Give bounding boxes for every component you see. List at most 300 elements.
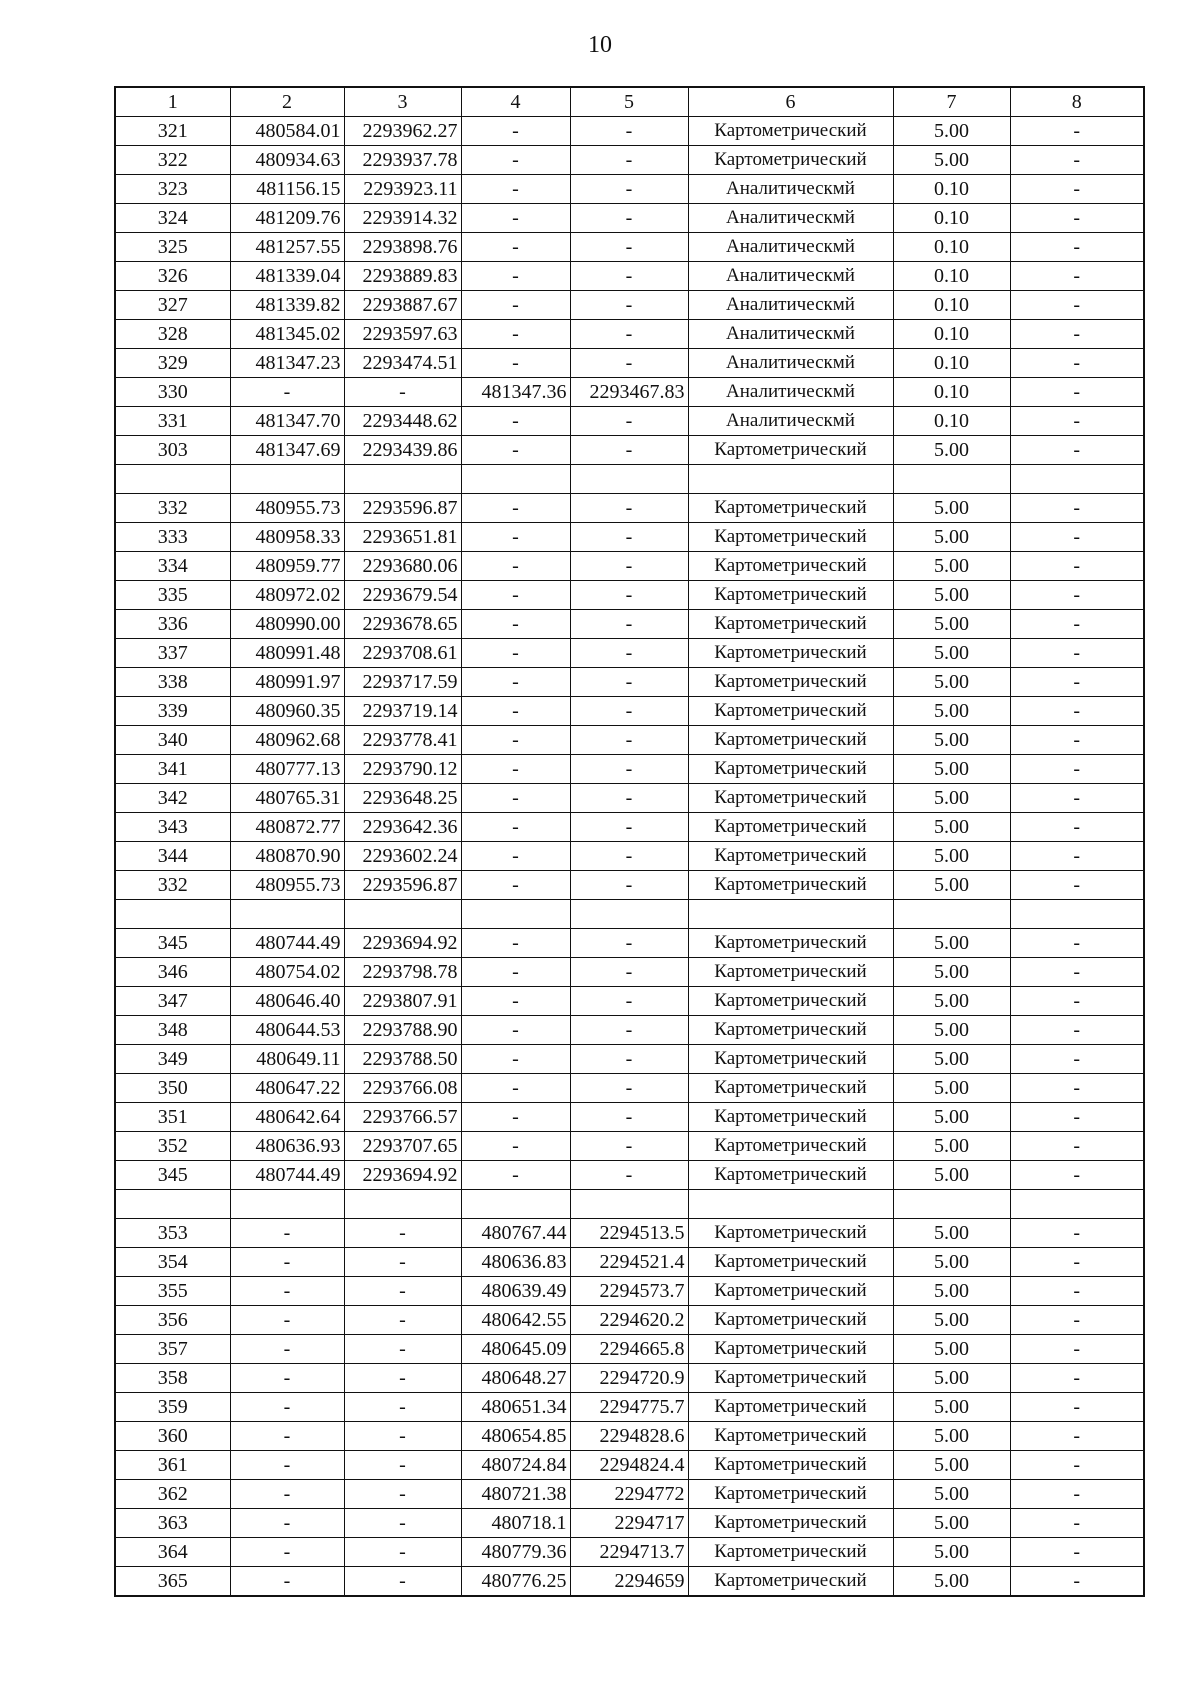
x-existing-cell: 480642.64 bbox=[230, 1103, 344, 1132]
y-existing-cell: 2293887.67 bbox=[344, 291, 461, 320]
accuracy-cell: 5.00 bbox=[893, 871, 1010, 900]
y-existing-cell: 2293648.25 bbox=[344, 784, 461, 813]
point-number-cell: 333 bbox=[115, 523, 230, 552]
x-new-cell: - bbox=[461, 320, 570, 349]
note-cell: - bbox=[1010, 842, 1144, 871]
y-existing-cell: 2293694.92 bbox=[344, 1161, 461, 1190]
method-cell: Картометрический bbox=[688, 958, 893, 987]
x-existing-cell: 480584.01 bbox=[230, 117, 344, 146]
y-existing-cell: 2293788.50 bbox=[344, 1045, 461, 1074]
table-row bbox=[115, 1393, 1144, 1422]
point-number-cell: 327 bbox=[115, 291, 230, 320]
accuracy-cell: 0.10 bbox=[893, 175, 1010, 204]
method-cell: Аналитическмй bbox=[688, 204, 893, 233]
point-number-cell: 365 bbox=[115, 1567, 230, 1597]
x-new-cell: - bbox=[461, 146, 570, 175]
method-cell: Аналитическмй bbox=[688, 407, 893, 436]
x-new-cell: - bbox=[461, 581, 570, 610]
note-cell: - bbox=[1010, 668, 1144, 697]
x-new-cell: - bbox=[461, 494, 570, 523]
y-existing-cell: 2293680.06 bbox=[344, 552, 461, 581]
y-new-cell: - bbox=[570, 146, 688, 175]
y-new-cell: 2294659 bbox=[570, 1567, 688, 1597]
method-cell bbox=[688, 900, 893, 929]
x-existing-cell: 481347.23 bbox=[230, 349, 344, 378]
note-cell: - bbox=[1010, 1074, 1144, 1103]
method-cell: Картометрический bbox=[688, 1016, 893, 1045]
x-new-cell: - bbox=[461, 784, 570, 813]
x-existing-cell: 481339.04 bbox=[230, 262, 344, 291]
point-number-cell: 321 bbox=[115, 117, 230, 146]
y-existing-cell: 2293914.32 bbox=[344, 204, 461, 233]
note-cell: - bbox=[1010, 175, 1144, 204]
x-new-cell bbox=[461, 900, 570, 929]
point-number-cell: 345 bbox=[115, 1161, 230, 1190]
point-number-cell: 331 bbox=[115, 407, 230, 436]
note-cell: - bbox=[1010, 320, 1144, 349]
table-row bbox=[115, 1016, 1144, 1045]
x-existing-cell: 480765.31 bbox=[230, 784, 344, 813]
method-cell: Картометрический bbox=[688, 813, 893, 842]
x-existing-cell: 480958.33 bbox=[230, 523, 344, 552]
method-cell: Картометрический bbox=[688, 1509, 893, 1538]
table-row bbox=[115, 581, 1144, 610]
note-cell: - bbox=[1010, 1567, 1144, 1597]
method-cell: Картометрический bbox=[688, 1277, 893, 1306]
accuracy-cell: 5.00 bbox=[893, 1538, 1010, 1567]
x-new-cell: - bbox=[461, 349, 570, 378]
y-new-cell: - bbox=[570, 320, 688, 349]
accuracy-cell: 5.00 bbox=[893, 1306, 1010, 1335]
table-row bbox=[115, 1132, 1144, 1161]
y-existing-cell: 2293708.61 bbox=[344, 639, 461, 668]
point-number-cell: 324 bbox=[115, 204, 230, 233]
table-row bbox=[115, 1567, 1144, 1597]
note-cell: - bbox=[1010, 1480, 1144, 1509]
method-cell: Картометрический bbox=[688, 1538, 893, 1567]
note-cell: - bbox=[1010, 1451, 1144, 1480]
accuracy-cell: 5.00 bbox=[893, 1161, 1010, 1190]
point-number-cell: 334 bbox=[115, 552, 230, 581]
x-existing-cell: 480991.48 bbox=[230, 639, 344, 668]
x-existing-cell: 480990.00 bbox=[230, 610, 344, 639]
y-new-cell: - bbox=[570, 726, 688, 755]
x-existing-cell bbox=[230, 900, 344, 929]
x-existing-cell: 480962.68 bbox=[230, 726, 344, 755]
x-existing-cell: 481345.02 bbox=[230, 320, 344, 349]
table-row bbox=[115, 726, 1144, 755]
table-row bbox=[115, 842, 1144, 871]
x-new-cell: 480645.09 bbox=[461, 1335, 570, 1364]
y-new-cell: - bbox=[570, 639, 688, 668]
note-cell: - bbox=[1010, 378, 1144, 407]
table-row bbox=[115, 378, 1144, 407]
y-new-cell: - bbox=[570, 436, 688, 465]
x-existing-cell: 480959.77 bbox=[230, 552, 344, 581]
accuracy-cell: 5.00 bbox=[893, 494, 1010, 523]
y-new-cell: 2294720.9 bbox=[570, 1364, 688, 1393]
x-existing-cell: 480972.02 bbox=[230, 581, 344, 610]
x-new-cell: 480639.49 bbox=[461, 1277, 570, 1306]
table-row bbox=[115, 1538, 1144, 1567]
method-cell: Картометрический bbox=[688, 552, 893, 581]
column-header-6: 6 bbox=[688, 87, 893, 117]
method-cell: Картометрический bbox=[688, 117, 893, 146]
x-existing-cell: - bbox=[230, 1306, 344, 1335]
x-existing-cell: 480754.02 bbox=[230, 958, 344, 987]
note-cell: - bbox=[1010, 726, 1144, 755]
x-existing-cell: - bbox=[230, 1509, 344, 1538]
table-row bbox=[115, 349, 1144, 378]
y-existing-cell: 2293474.51 bbox=[344, 349, 461, 378]
y-existing-cell: 2293448.62 bbox=[344, 407, 461, 436]
note-cell: - bbox=[1010, 697, 1144, 726]
accuracy-cell: 0.10 bbox=[893, 320, 1010, 349]
accuracy-cell: 5.00 bbox=[893, 1103, 1010, 1132]
point-number-cell: 329 bbox=[115, 349, 230, 378]
accuracy-cell: 5.00 bbox=[893, 1248, 1010, 1277]
method-cell: Картометрический bbox=[688, 1364, 893, 1393]
point-number-cell: 353 bbox=[115, 1219, 230, 1248]
accuracy-cell: 5.00 bbox=[893, 1045, 1010, 1074]
y-new-cell: - bbox=[570, 958, 688, 987]
note-cell: - bbox=[1010, 987, 1144, 1016]
x-new-cell: - bbox=[461, 262, 570, 291]
x-new-cell: - bbox=[461, 755, 570, 784]
y-existing-cell: 2293719.14 bbox=[344, 697, 461, 726]
y-new-cell: - bbox=[570, 755, 688, 784]
method-cell: Картометрический bbox=[688, 755, 893, 784]
y-existing-cell bbox=[344, 1190, 461, 1219]
x-existing-cell: - bbox=[230, 1277, 344, 1306]
accuracy-cell: 0.10 bbox=[893, 233, 1010, 262]
y-new-cell: - bbox=[570, 871, 688, 900]
table-row bbox=[115, 494, 1144, 523]
y-new-cell: 2294521.4 bbox=[570, 1248, 688, 1277]
method-cell: Картометрический bbox=[688, 523, 893, 552]
y-new-cell bbox=[570, 900, 688, 929]
point-number-cell: 354 bbox=[115, 1248, 230, 1277]
x-existing-cell: 481339.82 bbox=[230, 291, 344, 320]
note-cell: - bbox=[1010, 1538, 1144, 1567]
x-existing-cell: - bbox=[230, 1248, 344, 1277]
note-cell: - bbox=[1010, 1132, 1144, 1161]
accuracy-cell: 5.00 bbox=[893, 1074, 1010, 1103]
point-number-cell: 303 bbox=[115, 436, 230, 465]
table-row bbox=[115, 1103, 1144, 1132]
table-header bbox=[115, 87, 1144, 117]
table-row bbox=[115, 175, 1144, 204]
x-new-cell bbox=[461, 1190, 570, 1219]
accuracy-cell bbox=[893, 1190, 1010, 1219]
x-new-cell: - bbox=[461, 871, 570, 900]
point-number-cell: 322 bbox=[115, 146, 230, 175]
method-cell: Картометрический bbox=[688, 1045, 893, 1074]
note-cell: - bbox=[1010, 1045, 1144, 1074]
y-new-cell: - bbox=[570, 1103, 688, 1132]
y-new-cell bbox=[570, 1190, 688, 1219]
table-row bbox=[115, 552, 1144, 581]
y-existing-cell: 2293651.81 bbox=[344, 523, 461, 552]
y-existing-cell: 2293717.59 bbox=[344, 668, 461, 697]
table-row bbox=[115, 407, 1144, 436]
table-row bbox=[115, 958, 1144, 987]
table-row bbox=[115, 871, 1144, 900]
method-cell: Картометрический bbox=[688, 1161, 893, 1190]
x-new-cell: - bbox=[461, 958, 570, 987]
accuracy-cell: 5.00 bbox=[893, 117, 1010, 146]
y-existing-cell: 2293642.36 bbox=[344, 813, 461, 842]
method-cell: Картометрический bbox=[688, 1306, 893, 1335]
x-new-cell: 480718.1 bbox=[461, 1509, 570, 1538]
y-new-cell: - bbox=[570, 204, 688, 233]
y-existing-cell: 2293937.78 bbox=[344, 146, 461, 175]
table-row bbox=[115, 1045, 1144, 1074]
table-row bbox=[115, 668, 1144, 697]
x-new-cell: - bbox=[461, 668, 570, 697]
y-existing-cell: - bbox=[344, 1335, 461, 1364]
y-existing-cell: - bbox=[344, 1364, 461, 1393]
x-new-cell: - bbox=[461, 1045, 570, 1074]
y-existing-cell: 2293679.54 bbox=[344, 581, 461, 610]
y-existing-cell: - bbox=[344, 1422, 461, 1451]
method-cell: Аналитическмй bbox=[688, 233, 893, 262]
point-number-cell: 355 bbox=[115, 1277, 230, 1306]
y-new-cell: - bbox=[570, 1074, 688, 1103]
x-new-cell: - bbox=[461, 204, 570, 233]
y-new-cell bbox=[570, 465, 688, 494]
y-existing-cell: 2293766.57 bbox=[344, 1103, 461, 1132]
table-row bbox=[115, 320, 1144, 349]
y-new-cell: 2294620.2 bbox=[570, 1306, 688, 1335]
note-cell: - bbox=[1010, 1422, 1144, 1451]
note-cell: - bbox=[1010, 552, 1144, 581]
x-existing-cell: 480744.49 bbox=[230, 929, 344, 958]
x-existing-cell: 480872.77 bbox=[230, 813, 344, 842]
note-cell: - bbox=[1010, 784, 1144, 813]
y-new-cell: 2294772 bbox=[570, 1480, 688, 1509]
accuracy-cell: 5.00 bbox=[893, 668, 1010, 697]
note-cell: - bbox=[1010, 1219, 1144, 1248]
table-row bbox=[115, 1335, 1144, 1364]
accuracy-cell: 0.10 bbox=[893, 407, 1010, 436]
y-new-cell: 2294828.6 bbox=[570, 1422, 688, 1451]
x-new-cell: 480724.84 bbox=[461, 1451, 570, 1480]
x-new-cell: - bbox=[461, 813, 570, 842]
point-number-cell: 351 bbox=[115, 1103, 230, 1132]
point-number-cell: 343 bbox=[115, 813, 230, 842]
accuracy-cell: 5.00 bbox=[893, 1277, 1010, 1306]
x-existing-cell: - bbox=[230, 1538, 344, 1567]
method-cell: Аналитическмй bbox=[688, 262, 893, 291]
note-cell: - bbox=[1010, 755, 1144, 784]
x-existing-cell: 481347.70 bbox=[230, 407, 344, 436]
accuracy-cell: 5.00 bbox=[893, 697, 1010, 726]
point-number-cell: 328 bbox=[115, 320, 230, 349]
y-existing-cell: 2293788.90 bbox=[344, 1016, 461, 1045]
x-new-cell: - bbox=[461, 436, 570, 465]
y-new-cell: - bbox=[570, 552, 688, 581]
accuracy-cell: 5.00 bbox=[893, 1132, 1010, 1161]
point-number-cell: 342 bbox=[115, 784, 230, 813]
point-number-cell: 360 bbox=[115, 1422, 230, 1451]
y-existing-cell: - bbox=[344, 1538, 461, 1567]
x-new-cell: - bbox=[461, 987, 570, 1016]
y-new-cell: - bbox=[570, 987, 688, 1016]
method-cell: Картометрический bbox=[688, 842, 893, 871]
y-new-cell: 2294665.8 bbox=[570, 1335, 688, 1364]
x-new-cell: - bbox=[461, 523, 570, 552]
accuracy-cell: 0.10 bbox=[893, 378, 1010, 407]
x-new-cell: 480721.38 bbox=[461, 1480, 570, 1509]
note-cell: - bbox=[1010, 436, 1144, 465]
point-number-cell: 336 bbox=[115, 610, 230, 639]
x-existing-cell: 480870.90 bbox=[230, 842, 344, 871]
y-existing-cell: - bbox=[344, 1393, 461, 1422]
method-cell: Аналитическмй bbox=[688, 175, 893, 204]
point-number-cell: 337 bbox=[115, 639, 230, 668]
x-new-cell: 480648.27 bbox=[461, 1364, 570, 1393]
x-existing-cell: 480636.93 bbox=[230, 1132, 344, 1161]
x-existing-cell: 480955.73 bbox=[230, 871, 344, 900]
accuracy-cell: 5.00 bbox=[893, 1480, 1010, 1509]
point-number-cell: 332 bbox=[115, 494, 230, 523]
method-cell bbox=[688, 465, 893, 494]
y-existing-cell: 2293707.65 bbox=[344, 1132, 461, 1161]
y-new-cell: - bbox=[570, 610, 688, 639]
point-number-cell: 338 bbox=[115, 668, 230, 697]
y-new-cell: - bbox=[570, 349, 688, 378]
x-existing-cell: 480744.49 bbox=[230, 1161, 344, 1190]
note-cell: - bbox=[1010, 1364, 1144, 1393]
method-cell: Аналитическмй bbox=[688, 349, 893, 378]
accuracy-cell: 5.00 bbox=[893, 784, 1010, 813]
note-cell: - bbox=[1010, 494, 1144, 523]
x-existing-cell: - bbox=[230, 1480, 344, 1509]
table-row bbox=[115, 523, 1144, 552]
point-number-cell: 345 bbox=[115, 929, 230, 958]
x-new-cell: - bbox=[461, 1103, 570, 1132]
y-existing-cell: 2293898.76 bbox=[344, 233, 461, 262]
table-row bbox=[115, 146, 1144, 175]
y-new-cell: - bbox=[570, 175, 688, 204]
table-row bbox=[115, 755, 1144, 784]
method-cell: Аналитическмй bbox=[688, 320, 893, 349]
note-cell: - bbox=[1010, 581, 1144, 610]
y-new-cell: 2293467.83 bbox=[570, 378, 688, 407]
method-cell: Картометрический bbox=[688, 581, 893, 610]
y-new-cell: 2294775.7 bbox=[570, 1393, 688, 1422]
x-existing-cell: 480991.97 bbox=[230, 668, 344, 697]
accuracy-cell: 5.00 bbox=[893, 958, 1010, 987]
method-cell: Картометрический bbox=[688, 1074, 893, 1103]
method-cell: Картометрический bbox=[688, 668, 893, 697]
accuracy-cell: 5.00 bbox=[893, 1393, 1010, 1422]
y-new-cell: 2294713.7 bbox=[570, 1538, 688, 1567]
accuracy-cell bbox=[893, 900, 1010, 929]
note-cell bbox=[1010, 900, 1144, 929]
note-cell: - bbox=[1010, 929, 1144, 958]
y-new-cell: - bbox=[570, 784, 688, 813]
point-number-cell: 352 bbox=[115, 1132, 230, 1161]
method-cell: Картометрический bbox=[688, 494, 893, 523]
x-new-cell: - bbox=[461, 726, 570, 755]
x-new-cell: - bbox=[461, 175, 570, 204]
y-new-cell: 2294717 bbox=[570, 1509, 688, 1538]
x-existing-cell: 480646.40 bbox=[230, 987, 344, 1016]
x-new-cell: - bbox=[461, 291, 570, 320]
x-new-cell: - bbox=[461, 1161, 570, 1190]
note-cell bbox=[1010, 465, 1144, 494]
note-cell: - bbox=[1010, 958, 1144, 987]
x-new-cell: 480779.36 bbox=[461, 1538, 570, 1567]
column-header-3: 3 bbox=[344, 87, 461, 117]
x-new-cell: 480651.34 bbox=[461, 1393, 570, 1422]
point-number-cell: 350 bbox=[115, 1074, 230, 1103]
method-cell: Картометрический bbox=[688, 436, 893, 465]
y-existing-cell: 2293923.11 bbox=[344, 175, 461, 204]
x-existing-cell: 481347.69 bbox=[230, 436, 344, 465]
method-cell: Картометрический bbox=[688, 726, 893, 755]
y-new-cell: - bbox=[570, 697, 688, 726]
x-existing-cell: 480955.73 bbox=[230, 494, 344, 523]
accuracy-cell: 5.00 bbox=[893, 1451, 1010, 1480]
point-number-cell bbox=[115, 1190, 230, 1219]
table-row bbox=[115, 987, 1144, 1016]
point-number-cell: 361 bbox=[115, 1451, 230, 1480]
note-cell: - bbox=[1010, 146, 1144, 175]
x-new-cell: 480767.44 bbox=[461, 1219, 570, 1248]
table-row bbox=[115, 1451, 1144, 1480]
note-cell bbox=[1010, 1190, 1144, 1219]
x-new-cell: - bbox=[461, 929, 570, 958]
method-cell: Картометрический bbox=[688, 1132, 893, 1161]
method-cell: Картометрический bbox=[688, 1422, 893, 1451]
table-row bbox=[115, 1306, 1144, 1335]
accuracy-cell: 5.00 bbox=[893, 1016, 1010, 1045]
method-cell: Картометрический bbox=[688, 987, 893, 1016]
point-number-cell: 330 bbox=[115, 378, 230, 407]
x-existing-cell: 481156.15 bbox=[230, 175, 344, 204]
x-existing-cell: - bbox=[230, 1393, 344, 1422]
method-cell: Картометрический bbox=[688, 871, 893, 900]
separator-row bbox=[115, 900, 1144, 929]
x-new-cell: - bbox=[461, 407, 570, 436]
accuracy-cell: 5.00 bbox=[893, 1335, 1010, 1364]
point-number-cell: 341 bbox=[115, 755, 230, 784]
table-row bbox=[115, 1480, 1144, 1509]
x-new-cell: - bbox=[461, 639, 570, 668]
column-header-8: 8 bbox=[1010, 87, 1144, 117]
y-existing-cell: 2293962.27 bbox=[344, 117, 461, 146]
y-existing-cell: 2293596.87 bbox=[344, 871, 461, 900]
x-existing-cell: 480647.22 bbox=[230, 1074, 344, 1103]
y-existing-cell: - bbox=[344, 1480, 461, 1509]
y-new-cell: 2294573.7 bbox=[570, 1277, 688, 1306]
column-header-4: 4 bbox=[461, 87, 570, 117]
x-existing-cell bbox=[230, 1190, 344, 1219]
accuracy-cell: 5.00 bbox=[893, 755, 1010, 784]
table-row bbox=[115, 813, 1144, 842]
table-row bbox=[115, 1364, 1144, 1393]
table-row bbox=[115, 929, 1144, 958]
point-number-cell: 347 bbox=[115, 987, 230, 1016]
y-existing-cell: 2293597.63 bbox=[344, 320, 461, 349]
point-number-cell: 335 bbox=[115, 581, 230, 610]
y-existing-cell: - bbox=[344, 1277, 461, 1306]
y-existing-cell: 2293807.91 bbox=[344, 987, 461, 1016]
y-existing-cell: 2293596.87 bbox=[344, 494, 461, 523]
